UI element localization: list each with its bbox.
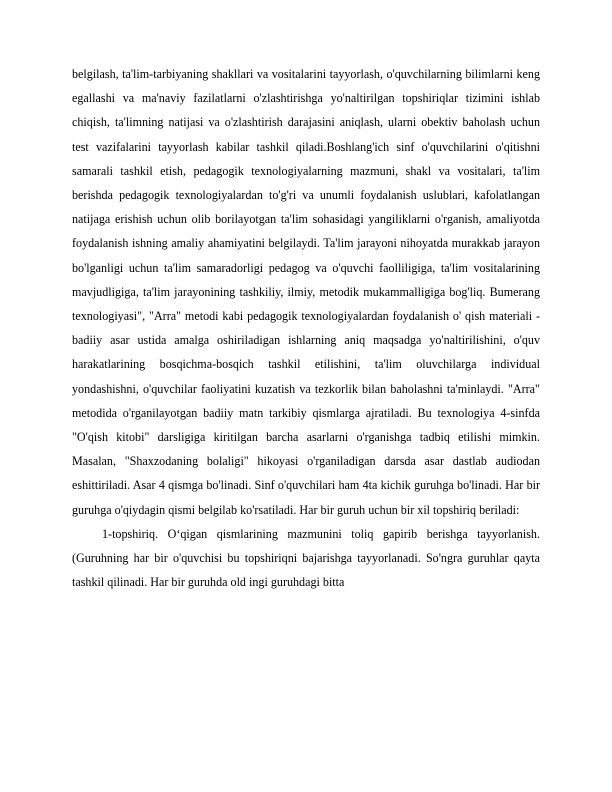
body-paragraph-2: 1-topshiriq. O‘qigan qismlarining mazmunini toliq gapirib berishga tayyorlanish. (Guruhning har bir o'quvchisi bu topshiriqni bajarishga tayyorlanadi. So'ngra guruhlar qayta tashkil qilinadi. Har bir guruhda old ingi guruhdagi bitta — [72, 526, 540, 590]
body-paragraph-1: belgilash, ta'lim-tarbiyaning shakllari va vositalarini tayyorlash, o'quvchilarning bilimlarni keng egallashi va ma'naviy fazilatlarni o'zlashtirishga yo'naltirilgan topshiriqlar tizimini ishlab chiqish, ta'limning natijasi va o'zlashtirish darajasini aniqlash, ularni obektiv baholash uchun test vazifalarini tayyorlash kabilar tashkil qiladi.Boshlang'ich sinf o'quvchilarini o'qitishni samarali tashkil etish, pedagogik texnologiyalarning mazmuni, shakl va vositalari, ta'lim berishda pedagogik texnologiyalardan to'g'ri va unumli foydalanish uslublari, kafolatlangan natijaga erishish uchun olib borilayotgan ta'lim sohasidagi yangiliklarni o'rganish, amaliyotda foydalanish ishning amaliy ahamiyatini belgilaydi. Ta'lim jarayoni nihoyatda murakkab jarayon bo'lganligi uchun ta'lim samaradorligi pedagog va o'quvchi faolliligiga, ta'lim vositalarining mavjudligiga, ta'lim jarayonining tashkiliy, ilmiy, metodik mukammalligiga bog'liq. Bumerang texnologiyasi", "Arra" metodi kabi pedagogik texnologiyalardan foydalanish o' qish materiali - badiiy asar ustida amalga oshiriladigan ishlarning aniq maqsadga yo'naltirilishini, o'quv harakatlarining bosqichma-bosqich tashkil etilishini, ta'lim oluvchilarga individual yondashishni, o'quvchilar faoliyatini kuzatish va tezkorlik bilan baholashni ta'minlaydi. "Arra" metodida o'rganilayotgan badiiy matn tarkibiy qismlarga ajratiladi. Bu texnologiya 4-sinfda "O'qish kitobi" darsligiga kiritilgan barcha asarlarni o'rganishga tadbiq etilishi mimkin. Masalan, "Shaxzodaning bolaligi" hikoyasi o'rganiladigan darsda asar dastlab audiodan eshittiriladi. Asar 4 qismga bo'linadi. Sinf o'quvchilari ham 4ta kichik guruhga bo'linadi. Har bir guruhga o'qiydagin qismi belgilab ko'rsatiladi. Har bir guruh uchun bir xil topshiriq beriladi: — [72, 67, 540, 517]
document-page — [72, 62, 540, 594]
